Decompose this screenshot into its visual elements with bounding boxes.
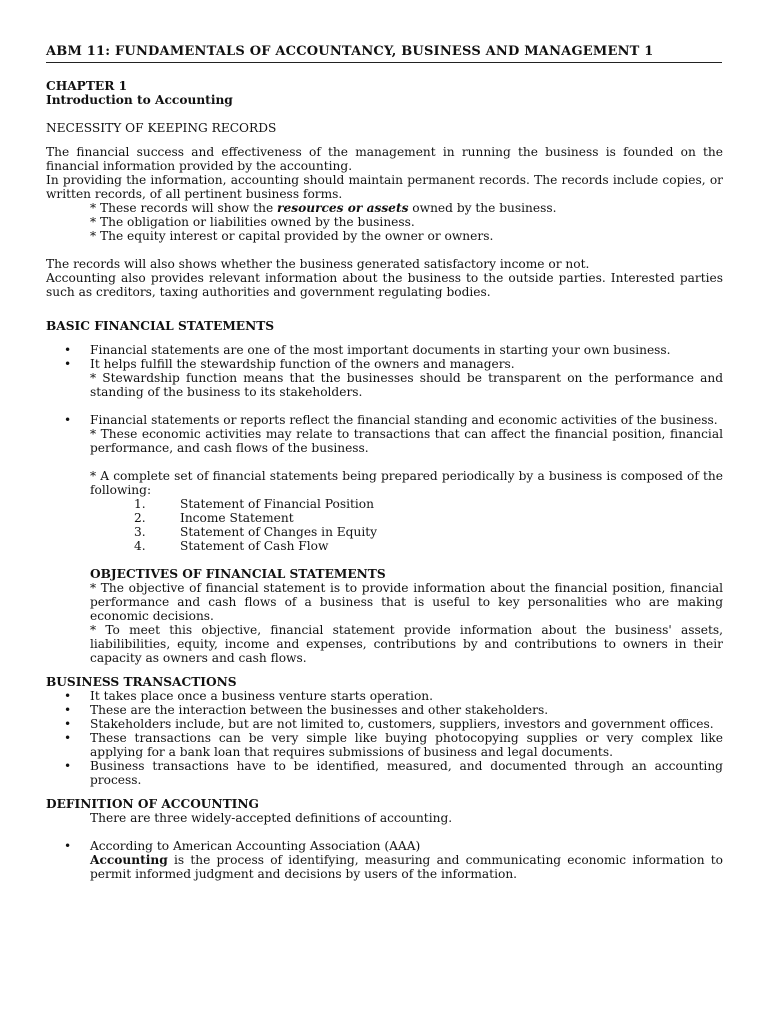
definition-paragraph: Accounting is the process of identifying, measuring and communicating economic information to permit informed judgment and decisions by users of the information. <box>90 853 723 881</box>
definition-heading: DEFINITION OF ACCOUNTING <box>46 797 259 811</box>
list-item: • Business transactions have to be identified, measured, and documented through an accounting process. <box>46 759 723 787</box>
numbered-item: 3. Statement of Changes in Equity <box>134 525 378 539</box>
records-point: * The equity interest or capital provided by the owner or owners. <box>90 229 494 243</box>
list-item: • These transactions can be very simple like buying photocopying supplies or very complex like applying for a bank loan that requires submissions of business and legal documents. <box>46 731 723 759</box>
statements-numbered-list <box>46 497 723 553</box>
emphasis-text: resources or assets <box>277 201 409 215</box>
numbered-item: 2. Income Statement <box>134 511 294 525</box>
list-item: • According to American Accounting Association (AAA) <box>46 839 723 853</box>
list-item: • Financial statements are one of the most important documents in starting your own business. <box>46 343 723 357</box>
complete-set-note: * A complete set of financial statements being prepared periodically by a business is composed of the following: <box>90 469 723 497</box>
records-paragraph: The records will also shows whether the business generated satisfactory income or not. <box>46 257 590 271</box>
defined-term: Accounting <box>90 853 168 867</box>
list-item: • Stakeholders include, but are not limited to, customers, suppliers, investors and government offices. <box>46 717 723 731</box>
list-item: • It takes place once a business venture starts operation. <box>46 689 723 703</box>
records-paragraph: Accounting also provides relevant information about the business to the outside parties. Interested parties such as creditors, taxing authorities and government regulating bodies. <box>46 271 723 299</box>
course-header: ABM 11: FUNDAMENTALS OF ACCOUNTANCY, BUSINESS AND MANAGEMENT 1 <box>46 45 722 63</box>
records-paragraph: The financial success and effectiveness of the management in running the business is founded on the financial information provided by the accounting. <box>46 145 723 173</box>
transactions-list <box>46 689 723 787</box>
statements-list <box>46 343 723 371</box>
numbered-item: 4. Statement of Cash Flow <box>134 539 329 553</box>
statements-list-2 <box>46 413 723 427</box>
transactions-heading: BUSINESS TRANSACTIONS <box>46 675 237 689</box>
list-item: • Financial statements or reports reflect the financial standing and economic activities of the business. <box>46 413 723 427</box>
objectives-paragraph: * The objective of financial statement is to provide information about the financial position, financial performance and cash flows of a business that is useful to key personalities who are making economic decisions. <box>90 581 723 623</box>
list-item-note: * These economic activities may relate to transactions that can affect the financial position, financial performance, and cash flows of the business. <box>90 427 723 455</box>
records-paragraph: In providing the information, accounting should maintain permanent records. The records include copies, or written records, of all pertinent business forms. <box>46 173 723 201</box>
list-item-note: * Stewardship function means that the businesses should be transparent on the performance and standing of the business to its stakeholders. <box>90 371 723 399</box>
objectives-heading: OBJECTIVES OF FINANCIAL STATEMENTS <box>90 567 386 581</box>
numbered-item: 1. Statement of Financial Position <box>134 497 374 511</box>
document-body <box>46 79 723 881</box>
definition-list <box>46 839 723 853</box>
definition-intro: There are three widely-accepted definitions of accounting. <box>90 811 453 825</box>
statements-heading: BASIC FINANCIAL STATEMENTS <box>46 319 275 333</box>
objectives-paragraph: * To meet this objective, financial statement provide information about the business' assets, liabilibilities, equity, income and expenses, contributions by and contributions to owners in their capacity as owners and cash flows. <box>90 623 723 665</box>
records-heading: NECESSITY OF KEEPING RECORDS <box>46 121 277 135</box>
records-point: * These records will show the resources or assets owned by the business. <box>90 201 557 215</box>
records-point: * The obligation or liabilities owned by the business. <box>90 215 415 229</box>
list-item: • These are the interaction between the businesses and other stakeholders. <box>46 703 723 717</box>
chapter-label: CHAPTER 1 <box>46 79 128 93</box>
list-item: • It helps fulfill the stewardship function of the owners and managers. <box>46 357 723 371</box>
chapter-title: Introduction to Accounting <box>46 93 233 107</box>
